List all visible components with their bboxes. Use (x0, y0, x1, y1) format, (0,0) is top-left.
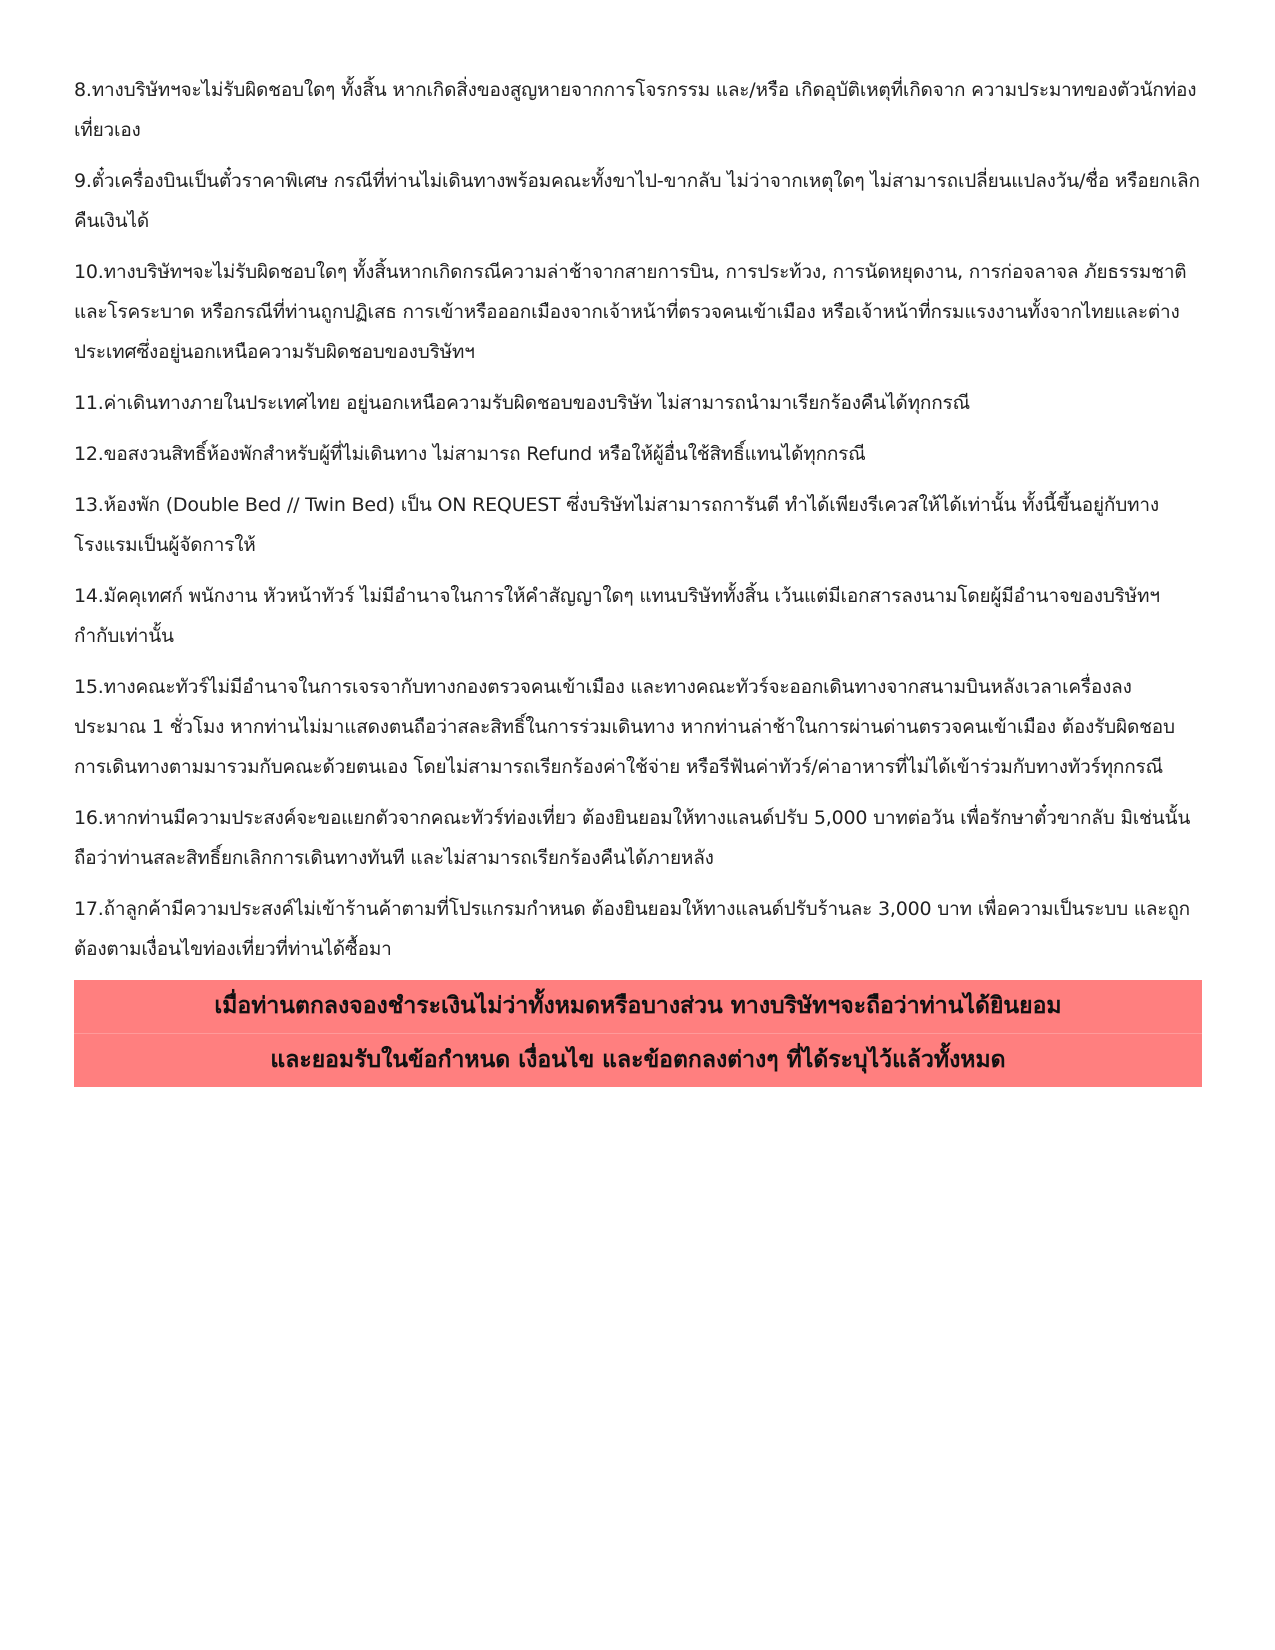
acceptance-notice-line-1: เมื่อท่านตกลงจองชำระเงินไม่ว่าทั้งหมดหรือบางส่วน ทางบริษัทฯจะถือว่าท่านได้ยินยอม (214, 993, 1062, 1019)
term-item-16: 16.หากท่านมีความประสงค์จะขอแยกตัวจากคณะทัวร์ท่องเที่ยว ต้องยินยอมให้ทางแลนด์ปรับ 5,000 บาทต่อวัน เพื่อรักษาตั๋วขากลับ มิเช่นนั้นถือว่าท่านสละสิทธิ์ยกเลิกการเดินทางทันที และไม่สามารถเรียกร้องคืนได้ภายหลัง (74, 807, 1191, 869)
term-item-8: 8.ทางบริษัทฯจะไม่รับผิดชอบใดๆ ทั้งสิ้น หากเกิดสิ่งของสูญหายจากการโจรกรรม และ/หรือ เกิดอุบัติเหตุที่เกิดจาก ความประมาทของตัวนักท่องเที่ยวเอง (74, 79, 1197, 141)
document-page (74, 70, 1202, 1087)
term-item-13: 13.ห้องพัก (Double Bed // Twin Bed) เป็น ON REQUEST ซึ่งบริษัทไม่สามารถการันตี ทำได้เพียงรีเควสให้ได้เท่านั้น ทั้งนี้ขึ้นอยู่กับทางโรงแรมเป็นผู้จัดการให้ (74, 494, 1159, 556)
term-item-15: 15.ทางคณะทัวร์ไม่มีอำนาจในการเจรจากับทางกองตรวจคนเข้าเมือง และทางคณะทัวร์จะออกเดินทางจากสนามบินหลังเวลาเครื่องลงประมาณ 1 ชั่วโมง หากท่านไม่มาแสดงตนถือว่าสละสิทธิ์ในการร่วมเดินทาง หากท่านล่าช้าในการผ่านด่านตรวจคนเข้าเมือง ต้องรับผิดชอบการเดินทางตามมารวมกับคณะด้วยตนเอง โดยไม่สามารถเรียกร้องค่าใช้จ่าย หรือรีฟันค่าทัวร์/ค่าอาหารที่ไม่ได้เข้าร่วมกับทางทัวร์ทุกกรณี (74, 676, 1175, 778)
term-item-11: 11.ค่าเดินทางภายในประเทศไทย อยู่นอกเหนือความรับผิดชอบของบริษัท ไม่สามารถนำมาเรียกร้องคืนได้ทุกกรณี (74, 392, 970, 414)
term-item-17: 17.ถ้าลูกค้ามีความประสงค์ไม่เข้าร้านค้าตามที่โปรแกรมกำหนด ต้องยินยอมให้ทางแลนด์ปรับร้านละ 3,000 บาท เพื่อความเป็นระบบ และถูกต้องตามเงื่อนไขท่องเที่ยวที่ท่านได้ซื้อมา (74, 898, 1190, 960)
acceptance-notice-box (74, 980, 1202, 1087)
term-item-10: 10.ทางบริษัทฯจะไม่รับผิดชอบใดๆ ทั้งสิ้นหากเกิดกรณีความล่าช้าจากสายการบิน, การประท้วง, การนัดหยุดงาน, การก่อจลาจล ภัยธรรมชาติ และโรคระบาด หรือกรณีที่ท่านถูกปฏิเสธ การเข้าหรือออกเมืองจากเจ้าหน้าที่ตรวจคนเข้าเมือง หรือเจ้าหน้าที่กรมแรงงานทั้งจากไทยและต่างประเทศซึ่งอยู่นอกเหนือความรับผิดชอบของบริษัทฯ (74, 261, 1187, 363)
term-item-12: 12.ขอสงวนสิทธิ์ห้องพักสำหรับผู้ที่ไม่เดินทาง ไม่สามารถ Refund หรือให้ผู้อื่นใช้สิทธิ์แทนได้ทุกกรณี (74, 443, 866, 465)
term-item-14: 14.มัคคุเทศก์ พนักงาน หัวหน้าทัวร์ ไม่มีอำนาจในการให้คำสัญญาใดๆ แทนบริษัททั้งสิ้น เว้นแต่มีเอกสารลงนามโดยผู้มีอำนาจของบริษัทฯกำกับเท่านั้น (74, 585, 1160, 647)
terms-list (74, 70, 1202, 969)
term-item-9: 9.ตั๋วเครื่องบินเป็นตั๋วราคาพิเศษ กรณีที่ท่านไม่เดินทางพร้อมคณะทั้งขาไป-ขากลับ ไม่ว่าจากเหตุใดๆ ไม่สามารถเปลี่ยนแปลงวัน/ชื่อ หรือยกเลิกคืนเงินได้ (74, 170, 1200, 232)
acceptance-notice-line-2: และยอมรับในข้อกำหนด เงื่อนไข และข้อตกลงต่างๆ ที่ได้ระบุไว้แล้วทั้งหมด (74, 1033, 1202, 1087)
